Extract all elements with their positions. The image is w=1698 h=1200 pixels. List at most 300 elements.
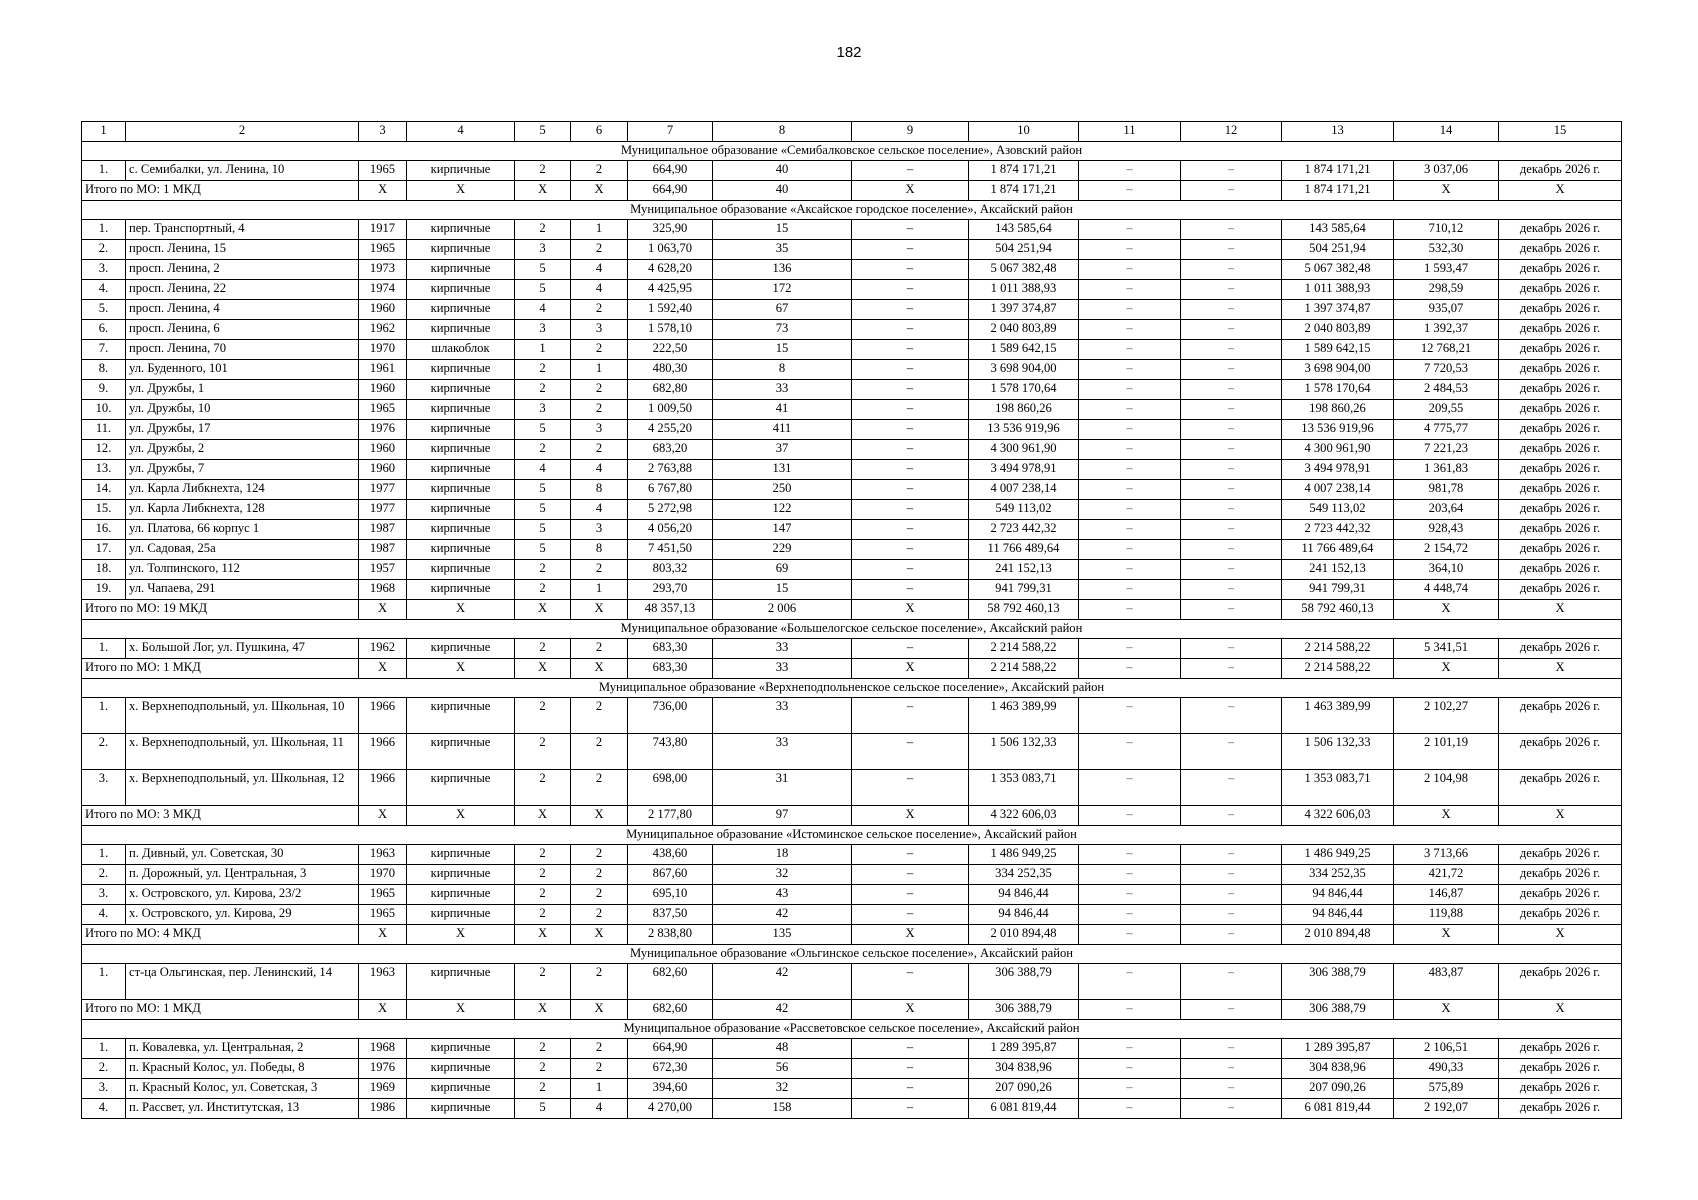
table-cell: 4 [571,280,628,300]
table-cell: декабрь 2026 г. [1499,639,1622,659]
column-number-header: 14 [1394,122,1499,142]
table-cell: ул. Садовая, 25а [126,540,359,560]
table-cell: 7 221,23 [1394,440,1499,460]
table-cell: 3 494 978,91 [969,460,1079,480]
total-cell: – [1181,806,1282,826]
table-row [82,734,1622,770]
table-cell: 2. [82,240,126,260]
table-cell: 2 763,88 [628,460,713,480]
total-cell: X [515,600,571,620]
table-cell: 532,30 [1394,240,1499,260]
table-cell: 2 [515,380,571,400]
table-cell: – [1181,220,1282,240]
table-cell: – [1079,885,1181,905]
table-cell: ул. Толпинского, 112 [126,560,359,580]
table-cell: кирпичные [407,1059,515,1079]
total-cell: X [1499,659,1622,679]
table-cell: 69 [713,560,852,580]
table-cell: 33 [713,698,852,734]
table-cell: декабрь 2026 г. [1499,300,1622,320]
municipality-heading: Муниципальное образование «Ольгинское сельское поселение», Аксайский район [82,945,1622,964]
table-cell: кирпичные [407,500,515,520]
table-cell: 2 040 803,89 [1282,320,1394,340]
table-cell: кирпичные [407,845,515,865]
table-cell: 1 506 132,33 [969,734,1079,770]
total-label: Итого по МО: 1 МКД [82,659,359,679]
table-cell: – [1079,420,1181,440]
table-cell: 1962 [359,639,407,659]
table-cell: 147 [713,520,852,540]
table-cell: 94 846,44 [1282,885,1394,905]
table-cell: – [1181,260,1282,280]
table-cell: 2 [515,1079,571,1099]
table-row [82,300,1622,320]
table-cell: 5 341,51 [1394,639,1499,659]
table-cell: 1 392,37 [1394,320,1499,340]
table-cell: 4. [82,905,126,925]
table-cell: 5 [515,540,571,560]
total-cell: X [571,806,628,826]
table-cell: кирпичные [407,865,515,885]
table-cell: 6 767,80 [628,480,713,500]
table-cell: – [1079,905,1181,925]
table-row [82,520,1622,540]
table-cell: 2 104,98 [1394,770,1499,806]
table-cell: 250 [713,480,852,500]
apartment-buildings-table [81,121,1622,1119]
table-cell: 394,60 [628,1079,713,1099]
table-cell: – [1079,1039,1181,1059]
table-cell: 2 [515,734,571,770]
municipality-heading: Муниципальное образование «Верхнеподпольненское сельское поселение», Аксайский район [82,679,1622,698]
table-cell: 2 [571,340,628,360]
table-cell: 981,78 [1394,480,1499,500]
table-cell: – [852,400,969,420]
table-cell: 1 874 171,21 [969,161,1079,181]
total-cell: 2 838,80 [628,925,713,945]
table-cell: 229 [713,540,852,560]
table-cell: 41 [713,400,852,420]
table-cell: 2 [571,964,628,1000]
table-cell: 3 [515,240,571,260]
table-cell: 941 799,31 [969,580,1079,600]
table-cell: – [1079,400,1181,420]
table-cell: – [852,770,969,806]
table-cell: – [1181,905,1282,925]
table-row [82,698,1622,734]
table-row [82,964,1622,1000]
table-cell: 421,72 [1394,865,1499,885]
table-cell: 304 838,96 [1282,1059,1394,1079]
total-cell: X [359,181,407,201]
table-cell: – [1079,320,1181,340]
table-cell: 1957 [359,560,407,580]
table-cell: 172 [713,280,852,300]
table-cell: 1968 [359,1039,407,1059]
table-cell: 14. [82,480,126,500]
table-cell: 4 007 238,14 [969,480,1079,500]
municipality-section-row [82,945,1622,964]
table-cell: 1 063,70 [628,240,713,260]
table-cell: – [852,560,969,580]
table-cell: – [1181,865,1282,885]
table-cell: с. Семибалки, ул. Ленина, 10 [126,161,359,181]
table-cell: п. Ковалевка, ул. Центральная, 2 [126,1039,359,1059]
table-cell: декабрь 2026 г. [1499,1099,1622,1119]
table-cell: 8 [713,360,852,380]
table-cell: 1976 [359,420,407,440]
table-cell: – [1181,320,1282,340]
table-cell: – [852,845,969,865]
table-cell: 743,80 [628,734,713,770]
table-cell: декабрь 2026 г. [1499,1039,1622,1059]
table-cell: – [1079,845,1181,865]
table-cell: 2 102,27 [1394,698,1499,734]
table-cell: ул. Платова, 66 корпус 1 [126,520,359,540]
municipality-heading: Муниципальное образование «Большелогское сельское поселение», Аксайский район [82,620,1622,639]
table-cell: 31 [713,770,852,806]
table-cell: 10. [82,400,126,420]
table-cell: 32 [713,865,852,885]
total-cell: 4 322 606,03 [1282,806,1394,826]
total-cell: X [407,806,515,826]
table-cell: 1966 [359,698,407,734]
table-cell: 293,70 [628,580,713,600]
table-cell: 11. [82,420,126,440]
column-number-header: 13 [1282,122,1394,142]
table-cell: 837,50 [628,905,713,925]
table-cell: – [1181,480,1282,500]
column-number-header: 12 [1181,122,1282,142]
table-cell: 2 [515,1059,571,1079]
table-cell: кирпичные [407,280,515,300]
table-row [82,280,1622,300]
table-cell: 695,10 [628,885,713,905]
table-cell: 4 255,20 [628,420,713,440]
table-cell: 12. [82,440,126,460]
table-cell: кирпичные [407,885,515,905]
table-cell: кирпичные [407,639,515,659]
table-cell: 2 [571,161,628,181]
total-cell: 97 [713,806,852,826]
total-cell: – [1181,925,1282,945]
table-cell: 1 [571,1079,628,1099]
total-cell: X [1394,1000,1499,1020]
table-cell: 2 [515,580,571,600]
column-number-header: 15 [1499,122,1622,142]
table-cell: 207 090,26 [969,1079,1079,1099]
table-cell: 222,50 [628,340,713,360]
table-cell: 5 [515,420,571,440]
table-cell: 4 [571,460,628,480]
table-cell: 6. [82,320,126,340]
total-label: Итого по МО: 4 МКД [82,925,359,945]
table-row [82,885,1622,905]
total-cell: 683,30 [628,659,713,679]
table-cell: – [1079,380,1181,400]
table-cell: 5 067 382,48 [1282,260,1394,280]
table-cell: 1 506 132,33 [1282,734,1394,770]
table-cell: – [1181,240,1282,260]
table-cell: – [852,280,969,300]
table-cell: – [1079,964,1181,1000]
table-cell: кирпичные [407,905,515,925]
total-cell: 1 874 171,21 [969,181,1079,201]
total-label: Итого по МО: 3 МКД [82,806,359,826]
table-row [82,360,1622,380]
municipality-section-row [82,142,1622,161]
table-cell: кирпичные [407,161,515,181]
total-label: Итого по МО: 1 МКД [82,1000,359,1020]
table-cell: 1986 [359,1099,407,1119]
table-cell: кирпичные [407,560,515,580]
table-cell: – [852,520,969,540]
table-cell: декабрь 2026 г. [1499,400,1622,420]
total-cell: X [359,659,407,679]
table-cell: 9. [82,380,126,400]
table-cell: – [1079,734,1181,770]
table-cell: 7 720,53 [1394,360,1499,380]
total-cell: X [852,925,969,945]
table-cell: – [852,734,969,770]
table-cell: 2 [515,161,571,181]
table-cell: декабрь 2026 г. [1499,460,1622,480]
table-cell: просп. Ленина, 22 [126,280,359,300]
table-cell: 683,20 [628,440,713,460]
total-cell: X [1394,600,1499,620]
table-cell: 5 [515,260,571,280]
table-cell: 682,80 [628,380,713,400]
table-cell: 1969 [359,1079,407,1099]
column-number-header: 11 [1079,122,1181,142]
table-cell: – [1181,360,1282,380]
table-cell: 37 [713,440,852,460]
table-cell: 17. [82,540,126,560]
total-cell: X [1394,925,1499,945]
municipality-heading: Муниципальное образование «Аксайское городское поселение», Аксайский район [82,201,1622,220]
total-cell: – [1079,925,1181,945]
table-cell: 1 589 642,15 [969,340,1079,360]
table-cell: 4 [515,300,571,320]
table-cell: 2 [515,905,571,925]
municipality-heading: Муниципальное образование «Истоминское сельское поселение», Аксайский район [82,826,1622,845]
table-row [82,220,1622,240]
table-cell: 2 [571,770,628,806]
table-cell: 1966 [359,770,407,806]
table-row [82,560,1622,580]
table-cell: 48 [713,1039,852,1059]
table-cell: 2 [515,560,571,580]
table-cell: 1 353 083,71 [1282,770,1394,806]
table-cell: 4 [515,460,571,480]
table-cell: – [1079,770,1181,806]
table-cell: декабрь 2026 г. [1499,540,1622,560]
total-cell: 1 874 171,21 [1282,181,1394,201]
table-cell: пер. Транспортный, 4 [126,220,359,240]
municipality-heading: Муниципальное образование «Семибалковское сельское поселение», Азовский район [82,142,1622,161]
table-cell: – [1079,639,1181,659]
total-cell: X [571,600,628,620]
table-cell: – [1079,520,1181,540]
table-cell: – [1181,885,1282,905]
table-cell: х. Островского, ул. Кирова, 23/2 [126,885,359,905]
table-cell: 1 353 083,71 [969,770,1079,806]
table-cell: декабрь 2026 г. [1499,1059,1622,1079]
table-cell: – [852,480,969,500]
column-number-header: 10 [969,122,1079,142]
table-cell: просп. Ленина, 6 [126,320,359,340]
table-cell: – [1181,300,1282,320]
table-row [82,500,1622,520]
table-cell: ул. Дружбы, 10 [126,400,359,420]
table-cell: – [1079,440,1181,460]
municipality-section-row [82,1020,1622,1039]
table-cell: 18 [713,845,852,865]
table-cell: кирпичные [407,1079,515,1099]
total-cell: X [515,925,571,945]
table-cell: 2 [571,865,628,885]
table-cell: кирпичные [407,698,515,734]
table-cell: 941 799,31 [1282,580,1394,600]
table-cell: кирпичные [407,460,515,480]
page-number: 182 [836,44,862,61]
table-row [82,905,1622,925]
total-cell: X [1394,181,1499,201]
table-cell: 1961 [359,360,407,380]
table-cell: декабрь 2026 г. [1499,905,1622,925]
table-cell: 1 009,50 [628,400,713,420]
table-cell: декабрь 2026 г. [1499,340,1622,360]
table-cell: декабрь 2026 г. [1499,520,1622,540]
table-cell: 1973 [359,260,407,280]
table-cell: – [852,885,969,905]
table-cell: 1976 [359,1059,407,1079]
table-cell: – [1079,480,1181,500]
table-cell: – [1079,865,1181,885]
table-cell: – [852,500,969,520]
table-cell: кирпичные [407,540,515,560]
table-cell: декабрь 2026 г. [1499,240,1622,260]
table-cell: 2. [82,734,126,770]
table-cell: – [852,460,969,480]
total-cell: X [852,600,969,620]
total-cell: X [852,181,969,201]
table-cell: – [1181,161,1282,181]
table-cell: 2. [82,1059,126,1079]
total-cell: 2 177,80 [628,806,713,826]
table-cell: – [1181,580,1282,600]
table-cell: кирпичные [407,440,515,460]
table-cell: – [852,380,969,400]
table-row [82,580,1622,600]
table-cell: кирпичные [407,1039,515,1059]
table-cell: кирпичные [407,1099,515,1119]
table-cell: 4 007 238,14 [1282,480,1394,500]
table-cell: кирпичные [407,240,515,260]
table-cell: 1965 [359,905,407,925]
table-cell: 1970 [359,865,407,885]
table-cell: 19. [82,580,126,600]
table-cell: декабрь 2026 г. [1499,770,1622,806]
table-cell: 4 775,77 [1394,420,1499,440]
municipality-total-row [82,600,1622,620]
table-row [82,480,1622,500]
table-cell: 143 585,64 [969,220,1079,240]
table-cell: 203,64 [1394,500,1499,520]
table-cell: – [852,540,969,560]
table-cell: – [1079,161,1181,181]
table-row [82,161,1622,181]
table-cell: п. Дивный, ул. Советская, 30 [126,845,359,865]
table-cell: 2 [515,220,571,240]
table-cell: кирпичные [407,420,515,440]
column-number-row [82,122,1622,142]
table-cell: 158 [713,1099,852,1119]
table-cell: – [852,260,969,280]
total-cell: X [515,181,571,201]
table-cell: 549 113,02 [969,500,1079,520]
table-cell: 2 [571,698,628,734]
table-cell: 43 [713,885,852,905]
table-cell: 1 361,83 [1394,460,1499,480]
table-cell: – [1181,770,1282,806]
municipality-total-row [82,1000,1622,1020]
table-cell: 198 860,26 [969,400,1079,420]
table-cell: 67 [713,300,852,320]
table-row [82,845,1622,865]
total-cell: X [359,925,407,945]
table-cell: 2 [571,240,628,260]
table-cell: ул. Буденного, 101 [126,360,359,380]
table-cell: 7. [82,340,126,360]
table-cell: декабрь 2026 г. [1499,964,1622,1000]
table-cell: 18. [82,560,126,580]
table-cell: – [852,340,969,360]
table-cell: 6 081 819,44 [969,1099,1079,1119]
table-cell: 672,30 [628,1059,713,1079]
column-number-header: 8 [713,122,852,142]
total-cell: 48 357,13 [628,600,713,620]
table-cell: 2 [571,300,628,320]
table-cell: 207 090,26 [1282,1079,1394,1099]
table-cell: 1. [82,161,126,181]
table-cell: 1 589 642,15 [1282,340,1394,360]
table-cell: ул. Карла Либкнехта, 128 [126,500,359,520]
table-row [82,260,1622,280]
total-cell: X [852,659,969,679]
table-cell: ул. Дружбы, 1 [126,380,359,400]
table-cell: 1 874 171,21 [1282,161,1394,181]
table-cell: 4 628,20 [628,260,713,280]
table-cell: 5. [82,300,126,320]
table-cell: 1963 [359,845,407,865]
table-cell: 2 214 588,22 [969,639,1079,659]
table-cell: – [852,220,969,240]
table-cell: 2 [571,1059,628,1079]
table-cell: 1 289 395,87 [1282,1039,1394,1059]
table-cell: 306 388,79 [1282,964,1394,1000]
table-cell: 3 698 904,00 [969,360,1079,380]
table-cell: п. Рассвет, ул. Институтская, 13 [126,1099,359,1119]
table-cell: 803,32 [628,560,713,580]
table-cell: 1965 [359,885,407,905]
table-cell: 8. [82,360,126,380]
table-cell: 2 192,07 [1394,1099,1499,1119]
table-cell: 3 713,66 [1394,845,1499,865]
total-cell: – [1079,659,1181,679]
table-cell: 35 [713,240,852,260]
table-row [82,1079,1622,1099]
